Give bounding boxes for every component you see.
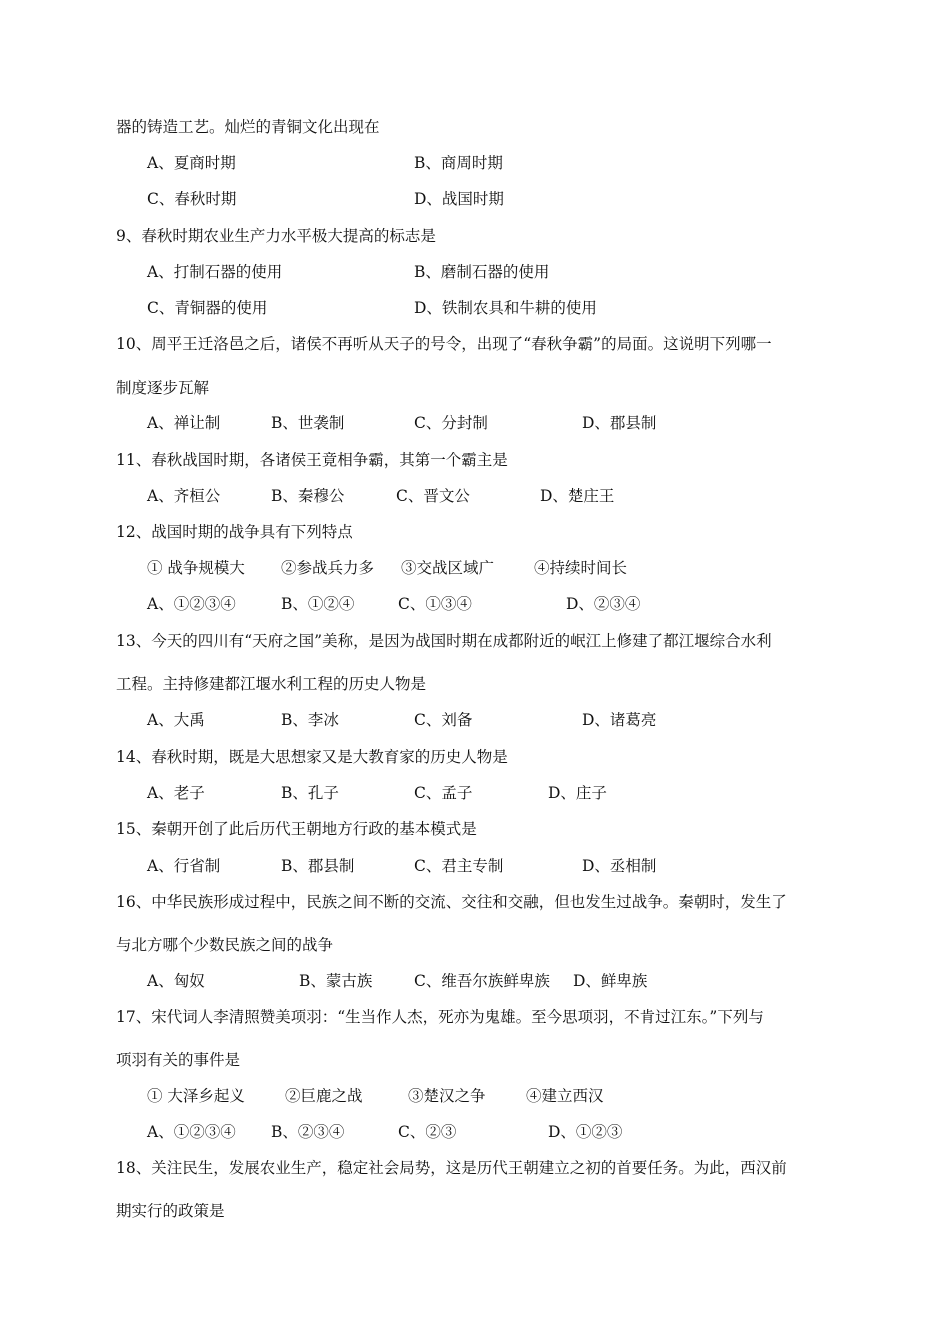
q12-option-c: C、①③④ <box>398 595 472 613</box>
q11-stem: 11、春秋战国时期，各诸侯王竟相争霸，其第一个霸主是 <box>116 451 508 469</box>
q14-option-a: A、老子 <box>147 784 205 802</box>
q16-option-a: A、匈奴 <box>147 972 205 990</box>
q11-option-b: B、秦穆公 <box>271 487 345 505</box>
q8-option-d: D、战国时期 <box>414 190 504 208</box>
q15-stem: 15、秦朝开创了此后历代王朝地方行政的基本模式是 <box>116 820 477 838</box>
q12-item-4: ④持续时间长 <box>534 559 628 577</box>
q14-option-b: B、孔子 <box>281 784 339 802</box>
q12-option-a: A、①②③④ <box>147 595 236 613</box>
q12-options <box>116 594 836 614</box>
q17-item-4: ④建立西汉 <box>526 1087 604 1105</box>
q16-option-d: D、鲜卑族 <box>573 972 648 990</box>
q9-option-c: C、青铜器的使用 <box>147 299 268 317</box>
q11-options <box>116 486 836 506</box>
q15-options <box>116 856 836 876</box>
q10-option-c: C、分封制 <box>414 414 488 432</box>
q17-option-d: D、①②③ <box>548 1123 623 1141</box>
q12-stem: 12、战国时期的战争具有下列特点 <box>116 523 353 541</box>
q9-option-d: D、铁制农具和牛耕的使用 <box>414 299 597 317</box>
q8-options-row2 <box>116 189 836 209</box>
q10-options <box>116 413 836 433</box>
q13-option-a: A、大禹 <box>147 711 205 729</box>
q11-option-a: A、齐桓公 <box>147 487 221 505</box>
q11-option-d: D、楚庄王 <box>540 487 615 505</box>
q15-option-d: D、丞相制 <box>582 857 657 875</box>
q16-option-b: B、蒙古族 <box>299 972 373 990</box>
q14-option-d: D、庄子 <box>548 784 607 802</box>
q17-stem-line2: 项羽有关的事件是 <box>116 1051 241 1069</box>
q12-option-d: D、②③④ <box>566 595 641 613</box>
q17-item-3: ③楚汉之争 <box>408 1087 486 1105</box>
q12-item-2: ②参战兵力多 <box>281 559 375 577</box>
q8-option-a: A、夏商时期 <box>147 154 236 172</box>
q8-option-c: C、春秋时期 <box>147 190 237 208</box>
q17-item-2: ②巨鹿之战 <box>285 1087 363 1105</box>
q10-stem-line1: 10、周平王迁洛邑之后，诸侯不再听从天子的号令，出现了“春秋争霸”的局面。这说明下列哪一 <box>116 335 772 353</box>
q15-option-b: B、郡县制 <box>281 857 355 875</box>
q17-stem-line1: 17、宋代词人李清照赞美项羽：“生当作人杰，死亦为鬼雄。至今思项羽，不肯过江东。”下列与 <box>116 1008 764 1026</box>
q12-item-1: ① 战争规模大 <box>147 559 245 577</box>
q10-stem-line2: 制度逐步瓦解 <box>116 379 210 397</box>
q16-stem-line2: 与北方哪个少数民族之间的战争 <box>116 936 334 954</box>
q10-option-a: A、禅让制 <box>147 414 221 432</box>
q9-stem: 9、春秋时期农业生产力水平极大提高的标志是 <box>116 227 436 245</box>
q13-option-d: D、诸葛亮 <box>582 711 657 729</box>
q16-options <box>116 971 836 991</box>
q8-option-b: B、商周时期 <box>414 154 503 172</box>
q8-options-row1 <box>116 153 836 173</box>
q17-option-c: C、②③ <box>398 1123 457 1141</box>
q9-options-row1 <box>116 262 836 282</box>
q18-stem-line2: 期实行的政策是 <box>116 1202 225 1220</box>
q15-option-a: A、行省制 <box>147 857 221 875</box>
q15-option-c: C、君主专制 <box>414 857 504 875</box>
q13-options <box>116 710 836 730</box>
q17-options <box>116 1122 836 1142</box>
q9-option-a: A、打制石器的使用 <box>147 263 283 281</box>
q8-stem: 器的铸造工艺。灿烂的青铜文化出现在 <box>116 118 380 136</box>
q17-item-1: ① 大泽乡起义 <box>147 1087 245 1105</box>
q10-option-b: B、世袭制 <box>271 414 345 432</box>
q16-option-c: C、维吾尔族鲜卑族 <box>414 972 550 990</box>
q17-option-b: B、②③④ <box>271 1123 345 1141</box>
q14-options <box>116 783 836 803</box>
q14-option-c: C、孟子 <box>414 784 473 802</box>
q17-option-a: A、①②③④ <box>147 1123 236 1141</box>
q16-stem-line1: 16、中华民族形成过程中，民族之间不断的交流、交往和交融，但也发生过战争。秦朝时，发生了 <box>116 893 787 911</box>
q12-items <box>116 558 836 578</box>
q10-option-d: D、郡县制 <box>582 414 657 432</box>
q18-stem-line1: 18、关注民生，发展农业生产，稳定社会局势，这是历代王朝建立之初的首要任务。为此，西汉前 <box>116 1159 787 1177</box>
q12-item-3: ③交战区域广 <box>401 559 495 577</box>
q13-stem-line2: 工程。主持修建都江堰水利工程的历史人物是 <box>116 675 427 693</box>
q9-options-row2 <box>116 298 836 318</box>
q11-option-c: C、晋文公 <box>396 487 470 505</box>
q14-stem: 14、春秋时期，既是大思想家又是大教育家的历史人物是 <box>116 748 508 766</box>
q12-option-b: B、①②④ <box>281 595 355 613</box>
q13-option-c: C、刘备 <box>414 711 473 729</box>
q9-option-b: B、磨制石器的使用 <box>414 263 550 281</box>
q13-option-b: B、李冰 <box>281 711 339 729</box>
q13-stem-line1: 13、今天的四川有“天府之国”美称，是因为战国时期在成都附近的岷江上修建了都江堰综合水利 <box>116 632 772 650</box>
q17-items <box>116 1086 836 1106</box>
